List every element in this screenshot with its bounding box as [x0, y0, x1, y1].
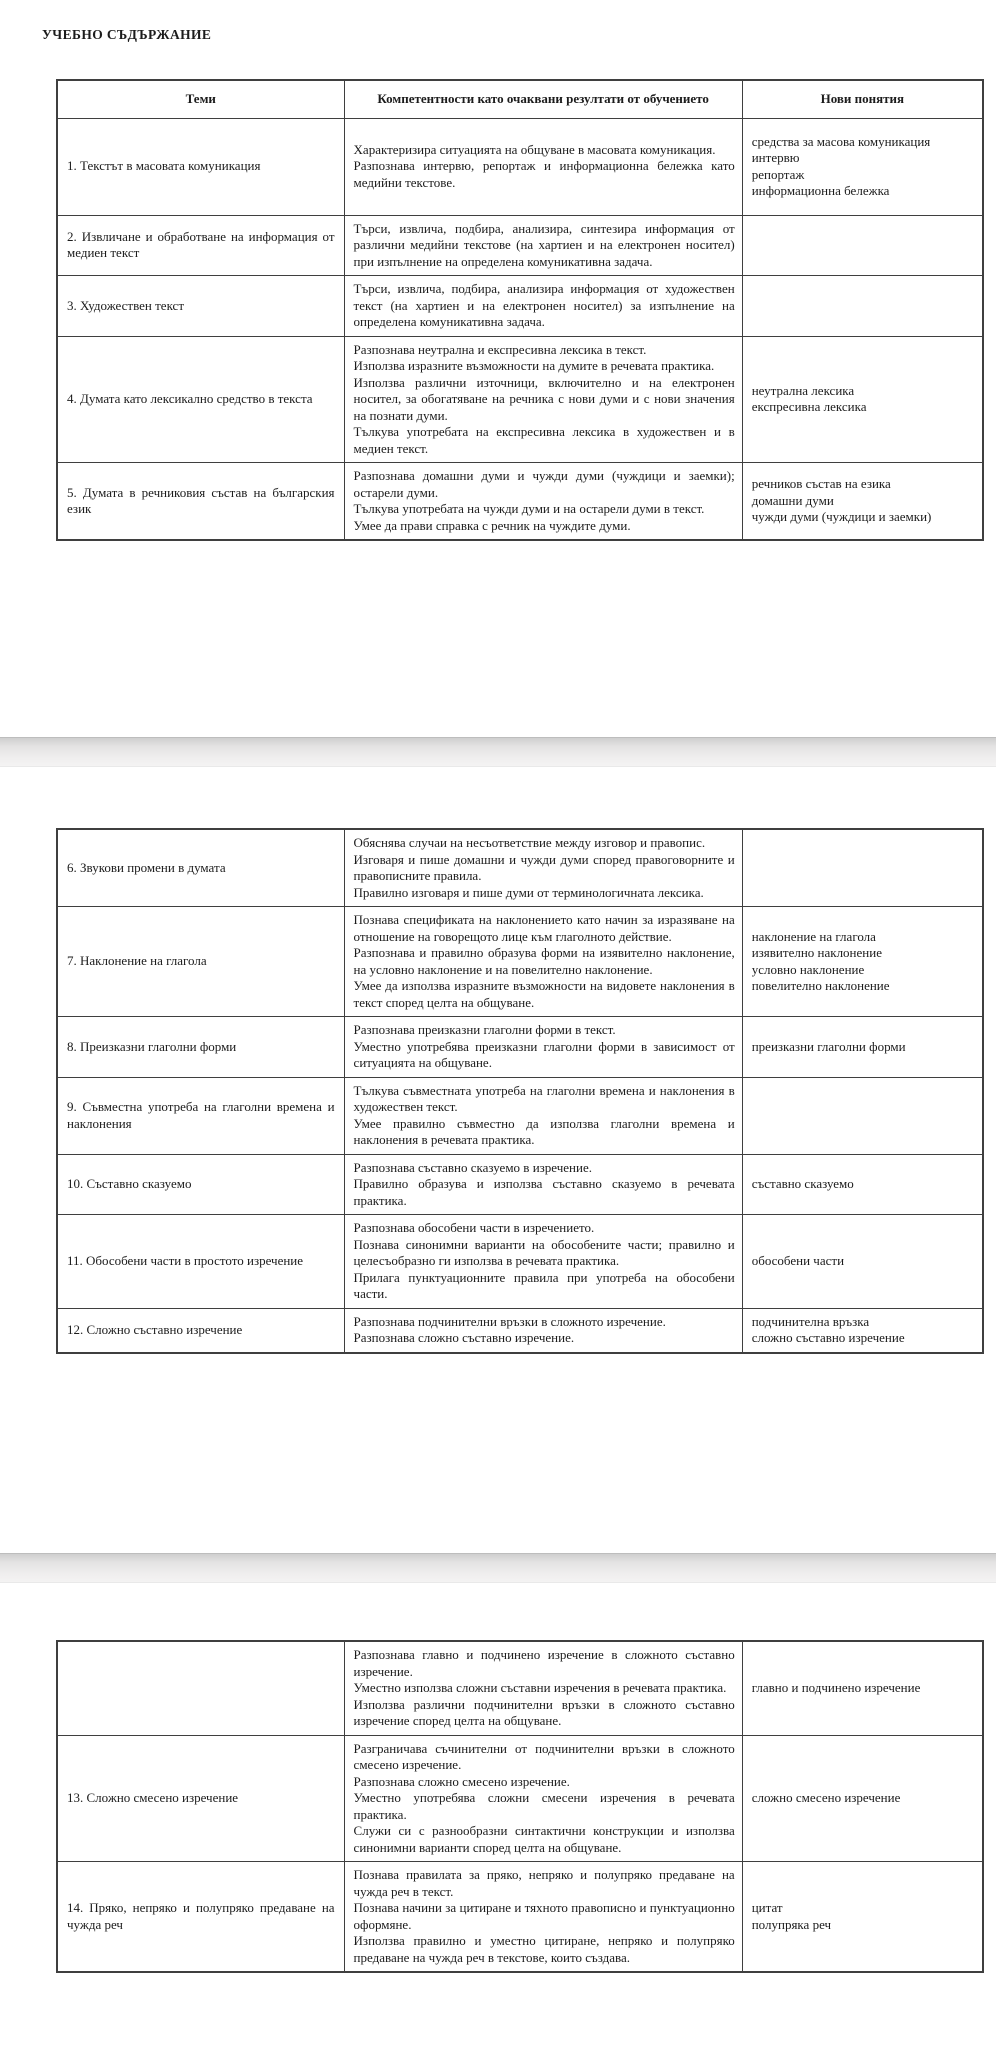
competency-line: Разпознава обособени части в изречението.: [353, 1220, 595, 1235]
concept-line: преизказни глаголни форми: [751, 1038, 906, 1054]
new-concepts-cell: [742, 118, 983, 215]
topic-cell: 7. Наклонение на глагола: [57, 907, 344, 1017]
concept-line: сложно смесено изречение: [751, 1790, 901, 1805]
concept-line: наклонение на глагола: [751, 928, 876, 944]
curriculum-table-page-1: [56, 79, 984, 541]
competency-line: Използва изразните възможности на думите в речевата практика.: [353, 358, 715, 373]
competencies-cell: [344, 907, 742, 1017]
page-1: [0, 0, 996, 737]
topic-cell: 5. Думата в речниковия състав на българския език: [57, 463, 344, 541]
table-row: [57, 1862, 983, 1973]
table-row: [57, 1641, 983, 1735]
table-row: [57, 1017, 983, 1078]
column-header-competencies: Компетентности като очаквани резултати от обучението: [344, 80, 742, 118]
table-row: [57, 1735, 983, 1862]
competencies-cell: [344, 215, 742, 276]
competency-line: Използва различни подчинителни връзки в сложното съставно изречение според целта на общуване.: [353, 1696, 735, 1728]
concept-line: домашни думи: [751, 492, 834, 508]
topic-cell: 14. Пряко, непряко и полупряко предаване на чужда реч: [57, 1862, 344, 1973]
table-row: [57, 1215, 983, 1309]
competency-line: Уместно употребява сложни смесени изречения в речевата практика.: [353, 1790, 735, 1822]
competency-line: Прилага пунктуационните правила при употреба на обособени части.: [353, 1269, 735, 1301]
competencies-cell: [344, 1017, 742, 1078]
topic-cell: [57, 1641, 344, 1735]
topic-cell: 12. Сложно съставно изречение: [57, 1308, 344, 1353]
competency-line: Познава начини за цитиране и тяхното правописно и пунктуационно оформяне.: [353, 1900, 735, 1932]
competency-line: Умее да използва изразните възможности на видовете наклонения в текст според целта на общуване.: [353, 978, 735, 1010]
competency-line: Изговаря и пише домашни и чужди думи според правоговорните и правописните правила.: [353, 851, 735, 883]
table-row: [57, 1077, 983, 1154]
new-concepts-cell: [742, 1308, 983, 1353]
competency-line: Тълкува съвместната употреба на глаголни времена и наклонения в художествен текст.: [353, 1082, 735, 1114]
table-row: [57, 829, 983, 907]
new-concepts-cell: [742, 1641, 983, 1735]
concept-line: информационна бележка: [751, 183, 890, 198]
page-3: [0, 1583, 996, 2048]
concept-line: речников състав на езика: [751, 476, 891, 492]
competency-line: Разпознава неутрална и експресивна лексика в текст.: [353, 341, 647, 357]
table-row: [57, 1308, 983, 1353]
new-concepts-cell: [742, 829, 983, 907]
new-concepts-cell: [742, 1154, 983, 1215]
concept-line: полупряка реч: [751, 1916, 832, 1932]
competencies-cell: [344, 1215, 742, 1309]
concept-line: условно наклонение: [751, 961, 865, 977]
competencies-cell: [344, 1308, 742, 1353]
competency-line: Разпознава подчинителни връзки в сложното изречение.: [353, 1313, 666, 1329]
competency-line: Познава спецификата на наклонението като начин за изразяване на отношение на говорещото лице към глаголното действие.: [353, 912, 735, 944]
table-row: [57, 336, 983, 463]
concept-line: цитат: [751, 1900, 783, 1915]
competency-line: Търси, извлича, подбира, анализира, синтезира информация от различни медийни текстове (на хартиен и на електронен носител) при изпълнение на определена комуникативна задача.: [353, 220, 735, 269]
competency-line: Разпознава сложно съставно изречение.: [353, 1330, 575, 1345]
concept-line: чужди думи (чуждици и заемки): [751, 509, 932, 525]
competencies-cell: [344, 1154, 742, 1215]
competency-line: Познава правилата за пряко, непряко и полупряко предаване на чужда реч в текст.: [353, 1867, 735, 1899]
curriculum-table-page-2: [56, 828, 984, 1354]
topic-cell: 2. Извличане и обработване на информация от медиен текст: [57, 215, 344, 276]
page-separator: [0, 737, 996, 767]
new-concepts-cell: [742, 1017, 983, 1078]
competency-line: Обяснява случаи на несъответствие между изговор и правопис.: [353, 835, 706, 850]
table-row: [57, 276, 983, 337]
new-concepts-cell: [742, 1215, 983, 1309]
competencies-cell: [344, 1077, 742, 1154]
concept-line: съставно сказуемо: [751, 1176, 854, 1191]
competencies-cell: [344, 829, 742, 907]
competency-line: Уместно употребява преизказни глаголни форми в зависимост от ситуацията на общуване.: [353, 1038, 735, 1070]
topic-cell: 6. Звукови промени в думата: [57, 829, 344, 907]
new-concepts-cell: [742, 276, 983, 337]
topic-cell: 4. Думата като лексикално средство в текста: [57, 336, 344, 463]
topic-cell: 3. Художествен текст: [57, 276, 344, 337]
topic-cell: 8. Преизказни глаголни форми: [57, 1017, 344, 1078]
competency-line: Използва правилно и уместно цитиране, непряко и полупряко предаване на чужда реч в текстове, които създава.: [353, 1933, 735, 1965]
competency-line: Правилно образува и използва съставно сказуемо в речевата практика.: [353, 1176, 735, 1208]
curriculum-table-page-3: [56, 1640, 984, 1973]
new-concepts-cell: [742, 215, 983, 276]
concept-line: експресивна лексика: [751, 399, 867, 415]
table-row: [57, 1154, 983, 1215]
competency-line: Умее правилно съвместно да използва глаголни времена и наклонения в речевата практика.: [353, 1115, 735, 1147]
competency-line: Разпознава главно и подчинено изречение в сложното съставно изречение.: [353, 1647, 735, 1679]
concept-line: главно и подчинено изречение: [751, 1680, 921, 1695]
concept-line: средства за масова комуникация: [751, 133, 931, 149]
table-row: [57, 907, 983, 1017]
concept-line: изявително наклонение: [751, 945, 882, 960]
concept-line: обособени части: [751, 1253, 845, 1268]
competencies-cell: [344, 336, 742, 463]
column-header-topics: Теми: [57, 80, 344, 118]
new-concepts-cell: [742, 907, 983, 1017]
concept-line: подчинителна връзка: [751, 1313, 870, 1329]
concept-line: интервю: [751, 150, 800, 165]
competencies-cell: [344, 1641, 742, 1735]
competencies-cell: [344, 1735, 742, 1862]
topic-cell: 11. Обособени части в простото изречение: [57, 1215, 344, 1309]
topic-cell: 13. Сложно смесено изречение: [57, 1735, 344, 1862]
page-title: УЧЕБНО СЪДЪРЖАНИЕ: [42, 27, 212, 42]
competency-line: Умее да прави справка с речник на чуждите думи.: [353, 517, 631, 533]
competency-line: Разпознава интервю, репортаж и информационна бележка като медийни текстове.: [353, 158, 735, 190]
competency-line: Тълкува употребата на експресивна лексика в художествен и в медиен текст.: [353, 424, 735, 456]
concept-line: неутрална лексика: [751, 382, 855, 398]
new-concepts-cell: [742, 336, 983, 463]
competency-line: Използва различни източници, включително и на електронен носител, за обогатяване на речника с нови думи и с нови значения на познати думи.: [353, 374, 735, 423]
competency-line: Разпознава преизказни глаголни форми в текст.: [353, 1022, 616, 1037]
new-concepts-cell: [742, 463, 983, 541]
table-row: [57, 463, 983, 541]
competency-line: Уместно използва сложни съставни изречения в речевата практика.: [353, 1680, 727, 1695]
column-header-new-concepts: Нови понятия: [742, 80, 983, 118]
concept-line: репортаж: [751, 166, 805, 182]
concept-line: повелително наклонение: [751, 978, 890, 993]
competency-line: Разпознава сложно смесено изречение.: [353, 1773, 570, 1789]
competency-line: Тълкува употребата на чужди думи и на остарели думи в текст.: [353, 501, 705, 516]
table-header-row: [57, 80, 983, 118]
topic-cell: 10. Съставно сказуемо: [57, 1154, 344, 1215]
competencies-cell: [344, 1862, 742, 1973]
competency-line: Служи си с разнообразни синтактични конструкции и използва синонимни варианти според целта на общуване.: [353, 1823, 735, 1855]
topic-cell: 1. Текстът в масовата комуникация: [57, 118, 344, 215]
competency-line: Характеризира ситуацията на общуване в масовата комуникация.: [353, 141, 716, 157]
competency-line: Разпознава съставно сказуемо в изречение.: [353, 1159, 592, 1175]
new-concepts-cell: [742, 1077, 983, 1154]
competency-line: Познава синонимни варианти на обособените части; правилно и целесъобразно ги използва в речевата практика.: [353, 1236, 735, 1268]
table-row: [57, 215, 983, 276]
page-separator: [0, 1553, 996, 1583]
competency-line: Разпознава домашни думи и чужди думи (чуждици и заемки); остарели думи.: [353, 468, 735, 500]
competencies-cell: [344, 463, 742, 541]
competencies-cell: [344, 276, 742, 337]
competency-line: Търси, извлича, подбира, анализира информация от художествен текст (на хартиен и на електронен носител) за изпълнение на определена комуникативна задача.: [353, 281, 735, 329]
competency-line: Правилно изговаря и пише думи от терминологичната лексика.: [353, 884, 704, 900]
competency-line: Разпознава и правилно образува форми на изявително наклонение, на условно наклонение и на повелително наклонение.: [353, 945, 735, 977]
competency-line: Разграничава съчинителни от подчинителни връзки в сложното смесено изречение.: [353, 1740, 735, 1772]
table-row: [57, 118, 983, 215]
topic-cell: 9. Съвместна употреба на глаголни времена и наклонения: [57, 1077, 344, 1154]
page-2: [0, 767, 996, 1553]
new-concepts-cell: [742, 1862, 983, 1973]
competencies-cell: [344, 118, 742, 215]
new-concepts-cell: [742, 1735, 983, 1862]
concept-line: сложно съставно изречение: [751, 1330, 905, 1345]
